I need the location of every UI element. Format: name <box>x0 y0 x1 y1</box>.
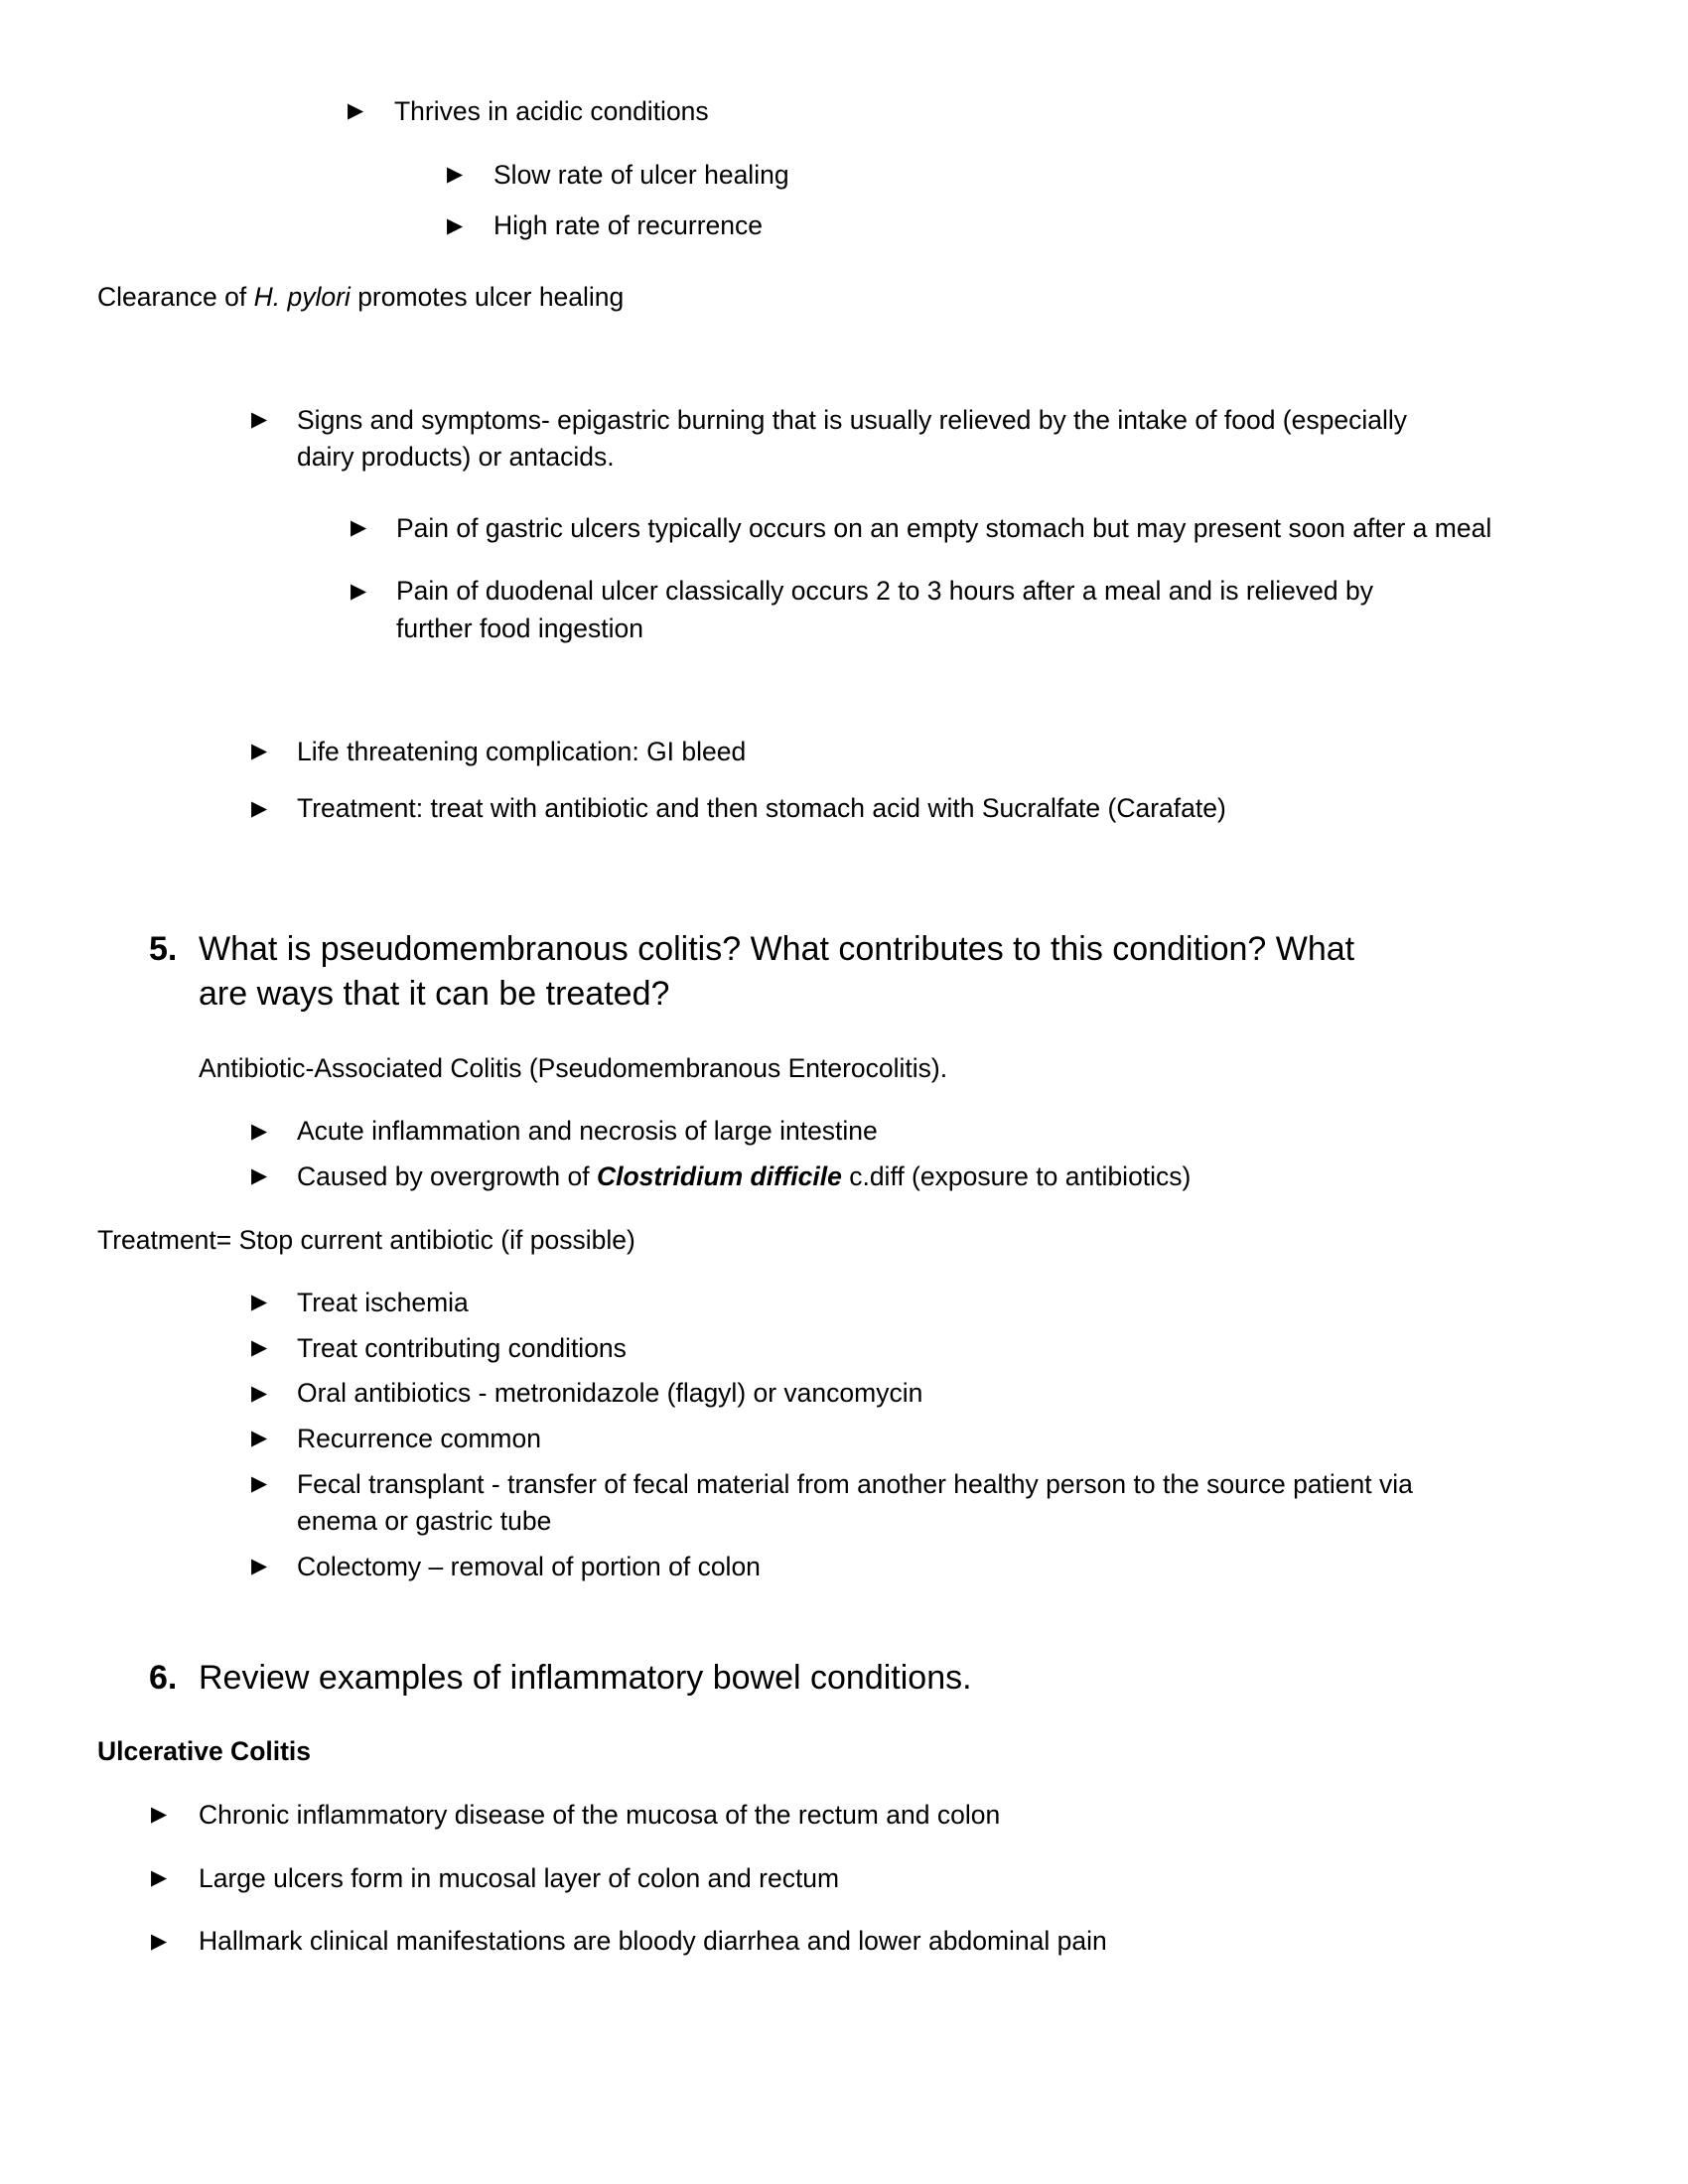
list-item-label: Life threatening complication: GI bleed <box>297 736 747 766</box>
spacer <box>0 1771 1688 1797</box>
list-item <box>351 510 1542 548</box>
triangle-bullet-icon: ▶ <box>251 1555 268 1578</box>
caused-by-organism: Clostridium difficile <box>596 1160 842 1191</box>
list-item-label: Slow rate of ulcer healing <box>493 159 789 190</box>
list-item <box>348 93 1688 131</box>
list-item <box>151 1860 1688 1898</box>
caused-by-before: Caused by overgrowth of <box>297 1160 597 1191</box>
list-item-label: Chronic inflammatory disease of the mucosa of the rectum and colon <box>199 1800 1001 1830</box>
spacer <box>0 1541 1688 1549</box>
spacer <box>0 1458 1688 1466</box>
list-item-label: Colectomy – removal of portion of colon <box>297 1551 761 1581</box>
list-item <box>251 1421 1688 1458</box>
list-item-label: Signs and symptoms- epigastric burning that is usually relieved by the intake of food (especially dairy products) or antacids. <box>297 404 1407 473</box>
triangle-bullet-icon: ▶ <box>447 162 464 186</box>
triangle-bullet-icon: ▶ <box>151 1803 168 1827</box>
spacer <box>0 131 1688 157</box>
list-item-label: Pain of duodenal ulcer classically occurs 2 to 3 hours after a meal and is relieved by further food ingestion <box>396 576 1373 643</box>
spacer <box>0 1017 1688 1050</box>
list-item <box>251 1330 1688 1368</box>
list-item <box>351 573 1423 647</box>
caused-by-after: c.diff (exposure to antibiotics) <box>841 1160 1192 1191</box>
list-item-label: Pain of gastric ulcers typically occurs on an empty stomach but may present soon after a meal <box>396 512 1492 543</box>
spacer <box>0 1835 1688 1860</box>
spacer <box>0 1586 1688 1656</box>
list-item <box>251 1159 1688 1196</box>
triangle-bullet-icon: ▶ <box>151 1865 168 1889</box>
list-item <box>447 207 1688 245</box>
spacer <box>0 1413 1688 1421</box>
spacer <box>0 1897 1688 1923</box>
clearance-text-after: promotes ulcer healing <box>350 281 625 312</box>
list-item-label: Hallmark clinical manifestations are bloody diarrhea and lower abdominal pain <box>199 1926 1107 1957</box>
clearance-text-before: Clearance of <box>97 281 254 312</box>
list-item-label: Treat ischemia <box>297 1288 469 1318</box>
spacer <box>0 648 1688 734</box>
list-item-label: High rate of recurrence <box>493 210 764 241</box>
list-item-label: Treatment: treat with antibiotic and then stomach acid with Sucralfate (Carafate) <box>297 793 1226 824</box>
list-item-label: Treat contributing conditions <box>297 1332 627 1363</box>
spacer <box>0 1151 1688 1159</box>
spacer <box>0 1259 1688 1285</box>
list-item-label: Acute inflammation and necrosis of large intestine <box>297 1116 878 1147</box>
colitis-definition: Antibiotic-Associated Colitis (Pseudomembranous Enterocolitis). <box>199 1052 948 1083</box>
list-item <box>251 1466 1443 1541</box>
triangle-bullet-icon: ▶ <box>251 1291 268 1314</box>
list-item-label: Thrives in acidic conditions <box>394 96 709 126</box>
spacer <box>0 1367 1688 1375</box>
spacer <box>0 317 1688 402</box>
spacer <box>0 547 1688 573</box>
question-6-number: 6. <box>149 1658 178 1697</box>
question-6-text: Review examples of inflammatory bowel conditions. <box>199 1658 972 1697</box>
list-item-label <box>297 1159 1688 1196</box>
triangle-bullet-icon: ▶ <box>251 1164 268 1188</box>
clearance-paragraph <box>97 279 1688 317</box>
triangle-bullet-icon: ▶ <box>251 1381 268 1405</box>
list-item <box>251 402 1443 477</box>
triangle-bullet-icon: ▶ <box>151 1929 168 1953</box>
clearance-text-italic: H. pylori <box>253 281 351 312</box>
list-item-label: Oral antibiotics - metronidazole (flagyl) or vancomycin <box>297 1378 923 1409</box>
list-item <box>151 1923 1688 1961</box>
question-5-heading <box>149 927 1390 1017</box>
triangle-bullet-icon: ▶ <box>348 99 364 123</box>
triangle-bullet-icon: ▶ <box>251 1471 268 1495</box>
triangle-bullet-icon: ▶ <box>251 407 268 431</box>
question-5-text: What is pseudomembranous colitis? What contributes to this condition? What are ways that it can be treated? <box>199 929 1355 1013</box>
triangle-bullet-icon: ▶ <box>251 1336 268 1360</box>
list-item-label: Recurrence common <box>297 1424 541 1453</box>
spacer <box>0 245 1688 279</box>
spacer <box>0 828 1688 927</box>
page-top-spacer <box>0 0 1688 93</box>
triangle-bullet-icon: ▶ <box>447 213 464 237</box>
triangle-bullet-icon: ▶ <box>351 579 367 603</box>
triangle-bullet-icon: ▶ <box>251 739 268 762</box>
list-item-label: Large ulcers form in mucosal layer of colon and rectum <box>199 1862 840 1893</box>
list-item <box>251 790 1688 828</box>
list-item <box>251 1375 1688 1413</box>
spacer <box>0 1196 1688 1222</box>
question-6-heading <box>149 1656 1688 1701</box>
triangle-bullet-icon: ▶ <box>251 1427 268 1450</box>
triangle-bullet-icon: ▶ <box>251 796 268 820</box>
list-item <box>251 1285 1688 1322</box>
question-5-number: 5. <box>149 929 178 968</box>
spacer <box>0 770 1688 790</box>
spacer <box>0 1087 1688 1113</box>
ulcerative-colitis-subheading: Ulcerative Colitis <box>97 1736 312 1767</box>
spacer <box>0 194 1688 207</box>
list-item <box>151 1797 1688 1835</box>
list-item-label: Fecal transplant - transfer of fecal material from another healthy person to the source patient via enema or gastric tube <box>297 1468 1413 1537</box>
list-item <box>251 1549 1688 1586</box>
spacer <box>0 1700 1688 1733</box>
list-item <box>251 734 1688 771</box>
list-item <box>447 157 1688 195</box>
triangle-bullet-icon: ▶ <box>351 516 367 540</box>
spacer <box>0 1322 1688 1330</box>
treatment-header: Treatment= Stop current antibiotic (if possible) <box>97 1224 635 1255</box>
triangle-bullet-icon: ▶ <box>251 1119 268 1143</box>
list-item <box>251 1113 1688 1151</box>
spacer <box>0 477 1688 510</box>
